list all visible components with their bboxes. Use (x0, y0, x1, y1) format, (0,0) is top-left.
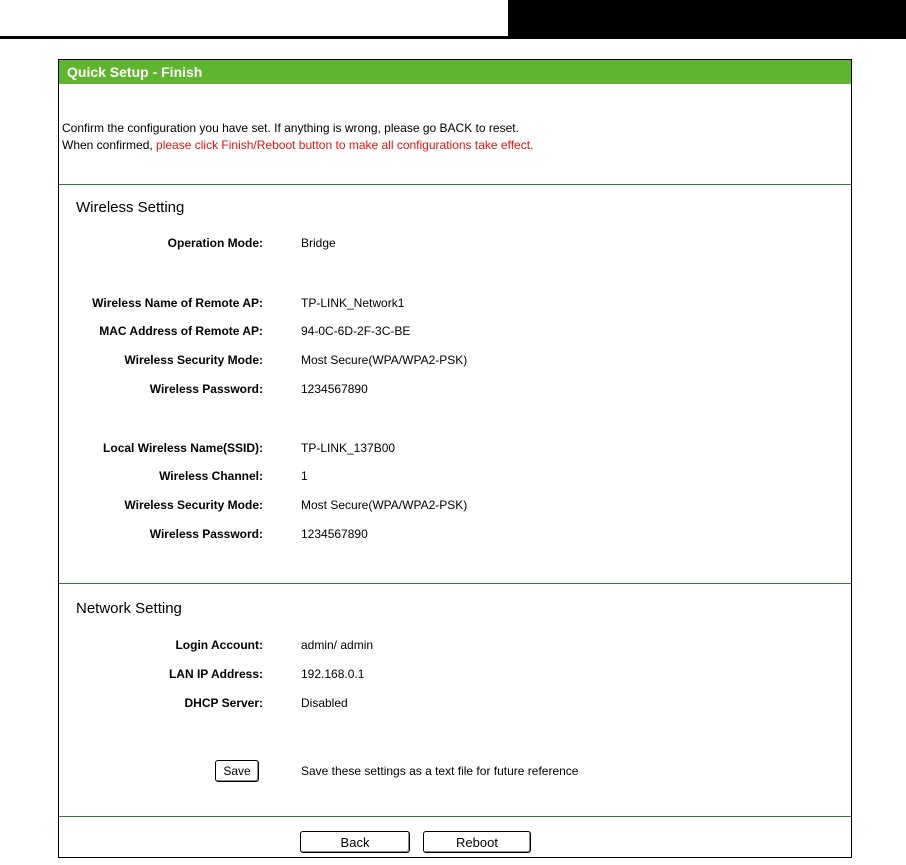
operation-mode-value: Bridge (301, 236, 336, 250)
remote-ap-name-label: Wireless Name of Remote AP: (92, 296, 263, 310)
local-security-mode-label: Wireless Security Mode: (124, 498, 263, 512)
divider-wireless (59, 184, 851, 185)
intro-line-2-highlight: please click Finish/Reboot button to make all configurations take effect. (156, 138, 534, 152)
remote-security-mode-label: Wireless Security Mode: (124, 353, 263, 367)
login-account-label: Login Account: (175, 638, 263, 652)
dhcp-server-value: Disabled (301, 696, 348, 710)
save-button[interactable]: Save (215, 760, 259, 782)
save-note: Save these settings as a text file for future reference (301, 764, 579, 778)
wireless-section-title: Wireless Setting (76, 199, 185, 216)
login-account-value: admin/ admin (301, 638, 374, 652)
intro-text (62, 120, 533, 154)
dhcp-server-label: DHCP Server: (184, 696, 263, 710)
local-ssid-value: TP-LINK_137B00 (301, 441, 396, 455)
lan-ip-label: LAN IP Address: (168, 667, 263, 681)
wireless-channel-label: Wireless Channel: (159, 469, 263, 483)
remote-security-mode-value: Most Secure(WPA/WPA2-PSK) (301, 353, 468, 367)
remote-ap-name-value: TP-LINK_Network1 (301, 296, 405, 310)
intro-line-1: Confirm the configuration you have set. If anything is wrong, please go BACK to reset. (62, 121, 519, 135)
title-bar (59, 60, 851, 84)
divider-network (59, 583, 851, 584)
remote-ap-mac-label: MAC Address of Remote AP: (99, 324, 263, 338)
remote-ap-mac-value: 94-0C-6D-2F-3C-BE (301, 324, 411, 338)
lan-ip-value: 192.168.0.1 (301, 667, 365, 681)
divider-footer (59, 816, 851, 817)
network-section-title: Network Setting (76, 600, 182, 617)
intro-line-2 (62, 137, 533, 154)
page-title: Quick Setup - Finish (67, 64, 203, 80)
quick-setup-finish-panel (58, 59, 852, 858)
local-security-mode-value: Most Secure(WPA/WPA2-PSK) (301, 498, 468, 512)
remote-password-label: Wireless Password: (149, 382, 263, 396)
wireless-channel-value: 1 (301, 469, 308, 483)
remote-password-value: 1234567890 (301, 382, 368, 396)
local-password-label: Wireless Password: (149, 527, 263, 541)
local-ssid-label: Local Wireless Name(SSID): (103, 441, 263, 455)
local-password-value: 1234567890 (301, 527, 368, 541)
intro-line-2-prefix: When confirmed, (62, 138, 157, 152)
top-banner-rule (0, 36, 906, 39)
back-button[interactable]: Back (300, 831, 410, 853)
top-banner-block (508, 0, 906, 36)
operation-mode-label: Operation Mode: (167, 236, 263, 250)
reboot-button[interactable]: Reboot (423, 831, 531, 853)
